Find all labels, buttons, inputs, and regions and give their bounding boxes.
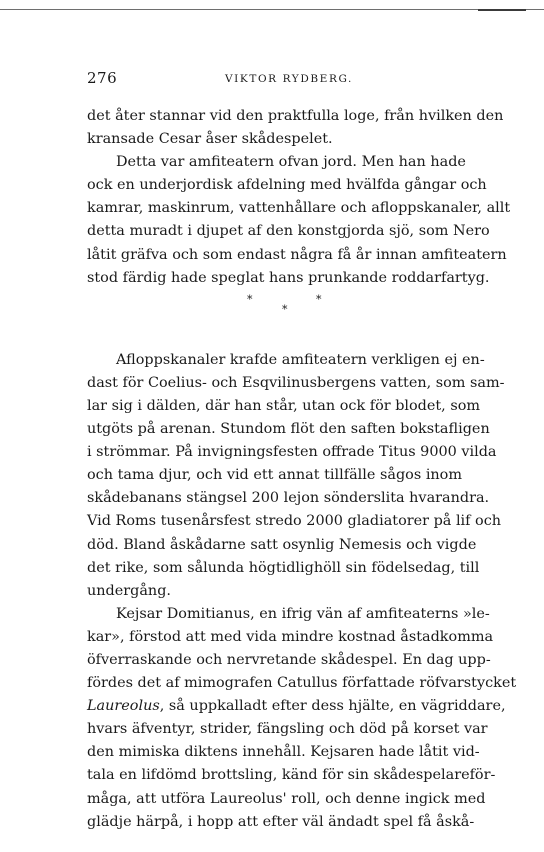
asterism-star: * bbox=[282, 302, 288, 316]
section-asterism bbox=[87, 290, 462, 336]
text-line: undergång. bbox=[87, 582, 171, 599]
text-line: öfverraskande och nervretande skådespel. En dag upp- bbox=[87, 651, 491, 668]
text-line: måga, att utföra Laureolus' roll, och denne ingick med bbox=[87, 790, 486, 807]
text-line: Vid Roms tusenårsfest stredo 2000 gladiatorer på lif och bbox=[87, 513, 502, 530]
text-line: detta muradt i djupet af den konstgjorda sjö, som Nero bbox=[87, 223, 490, 240]
running-title: VIKTOR RYDBERG. bbox=[225, 73, 354, 85]
text-line: kamrar, maskinrum, vattenhållare och afloppskanaler, allt bbox=[87, 200, 511, 217]
top-rule-end bbox=[478, 9, 526, 11]
text-line: glädje härpå, i hopp att efter väl ändadt spel få åskå- bbox=[87, 813, 475, 830]
asterism-star: * bbox=[247, 292, 253, 306]
text-line: och tama djur, och vid ett annat tillfälle sågos inom bbox=[87, 467, 462, 484]
italic-title: Laureolus bbox=[87, 698, 160, 715]
text-line: Detta var amfiteatern ofvan jord. Men han hade bbox=[116, 154, 466, 171]
text-line: den mimiska diktens innehåll. Kejsaren hade låtit vid- bbox=[87, 744, 480, 761]
text-line: Afloppskanaler krafde amfiteatern verkligen ej en- bbox=[116, 351, 485, 368]
text-line: det rike, som sålunda högtidlighöll sin födelsedag, till bbox=[87, 559, 480, 576]
text-line: tala en lifdömd brottsling, känd för sin skådespelareför- bbox=[87, 767, 496, 784]
text-line: dast för Coelius- och Esqvilinusbergens vatten, som sam- bbox=[87, 374, 505, 391]
top-rule bbox=[0, 9, 544, 10]
text-line: skådebanans stängsel 200 lejon sönderslita hvarandra. bbox=[87, 490, 490, 507]
text-line bbox=[87, 695, 506, 718]
body-text bbox=[87, 105, 517, 834]
text-line: lar sig i dälden, där han står, utan ock för blodet, som bbox=[87, 397, 481, 414]
page-number: 276 bbox=[87, 69, 118, 87]
text-line: hvars äfventyr, strider, fängsling och död på korset var bbox=[87, 721, 488, 738]
text-line: i strömmar. På invigningsfesten offrade Titus 9000 vilda bbox=[87, 444, 497, 461]
text-line: död. Bland åskådarne satt osynlig Nemesis och vigde bbox=[87, 536, 477, 553]
text-line-rest: , så uppkalladt efter dess hjälte, en vägriddare, bbox=[159, 698, 506, 715]
text-line: ock en underjordisk afdelning med hvälfda gångar och bbox=[87, 177, 487, 194]
text-line: det åter stannar vid den praktfulla loge, från hvilken den bbox=[87, 108, 504, 124]
text-line: Kejsar Domitianus, en ifrig vän af amfiteaterns »le- bbox=[116, 605, 490, 622]
text-line: stod färdig hade speglat hans prunkande roddarfartyg. bbox=[87, 269, 490, 286]
text-line: utgöts på arenan. Stundom flöt den saften bokstafligen bbox=[87, 421, 490, 438]
text-line: låtit gräfva och som endast några få år innan amfiteatern bbox=[87, 246, 507, 263]
text-line: fördes det af mimografen Catullus författade röfvarstycket bbox=[87, 675, 517, 692]
page-header bbox=[87, 69, 462, 89]
text-line: kransade Cesar åser skådespelet. bbox=[87, 131, 333, 148]
asterism-star: * bbox=[316, 292, 322, 306]
text-line: kar», förstod att med vida mindre kostnad åstadkomma bbox=[87, 628, 494, 645]
